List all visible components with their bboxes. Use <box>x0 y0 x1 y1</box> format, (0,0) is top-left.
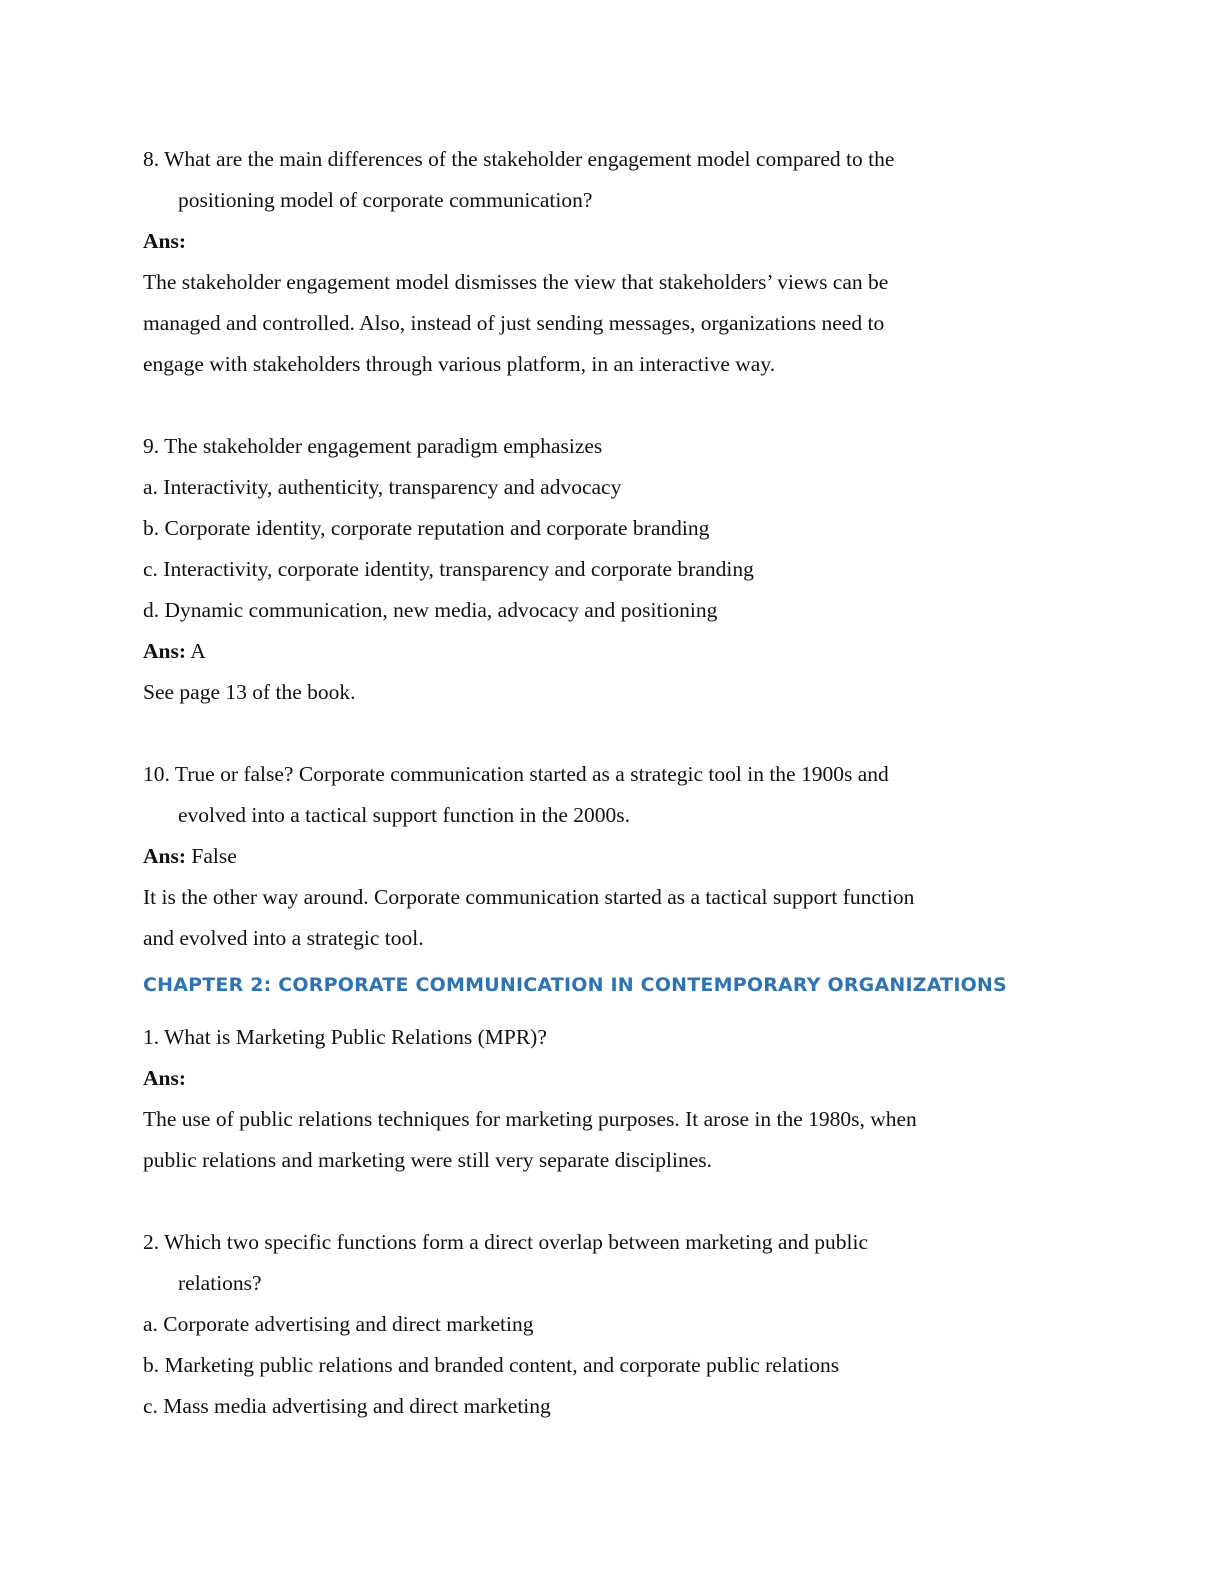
q9-note: See page 13 of the book. <box>143 680 356 704</box>
q8-question-line-1: 8. What are the main differences of the stakeholder engagement model compared to the <box>143 147 895 171</box>
q8-answer-line-3: engage with stakeholders through various platform, in an interactive way. <box>143 352 776 376</box>
ch2-q1-ans-label: Ans: <box>143 1066 187 1090</box>
ch2-q1-answer-line-1: The use of public relations techniques for marketing purposes. It arose in the 1980s, when <box>143 1107 917 1131</box>
q10-ans-label: Ans: <box>143 844 187 868</box>
q9-option-c: c. Interactivity, corporate identity, transparency and corporate branding <box>143 557 754 581</box>
q9-option-d: d. Dynamic communication, new media, advocacy and positioning <box>143 598 718 622</box>
spacer <box>143 385 1023 426</box>
q10-answer <box>143 836 1023 877</box>
ch2-q2-question-line-2: relations? <box>178 1271 262 1295</box>
q9-option-b: b. Corporate identity, corporate reputation and corporate branding <box>143 516 710 540</box>
q10-question-line-2: evolved into a tactical support function in the 2000s. <box>178 803 630 827</box>
q9-ans-label: Ans: <box>143 639 187 663</box>
ch2-q2-option-a: a. Corporate advertising and direct marketing <box>143 1312 534 1336</box>
ch2-q1-answer-line-2: public relations and marketing were still very separate disciplines. <box>143 1148 712 1172</box>
q9-ans-value: A <box>186 639 206 663</box>
document-page <box>143 139 1023 1427</box>
ch2-q2-option-b: b. Marketing public relations and branded content, and corporate public relations <box>143 1353 840 1377</box>
q9-question: 9. The stakeholder engagement paradigm emphasizes <box>143 434 603 458</box>
q10-ans-value: False <box>186 844 237 868</box>
q8-answer-line-2: managed and controlled. Also, instead of just sending messages, organizations need to <box>143 311 885 335</box>
q9-answer <box>143 631 1023 672</box>
q10-answer-line-1: It is the other way around. Corporate communication started as a tactical support function <box>143 885 915 909</box>
q8-answer-line-1: The stakeholder engagement model dismisses the view that stakeholders’ views can be <box>143 270 889 294</box>
spacer <box>143 713 1023 754</box>
ch2-q2-question-line-1: 2. Which two specific functions form a direct overlap between marketing and public <box>143 1230 868 1254</box>
q8-question-line-2: positioning model of corporate communication? <box>178 188 593 212</box>
ch2-q1-question: 1. What is Marketing Public Relations (MPR)? <box>143 1025 547 1049</box>
q8-ans-label: Ans: <box>143 229 187 253</box>
spacer <box>143 1181 1023 1222</box>
q9-option-a: a. Interactivity, authenticity, transparency and advocacy <box>143 475 622 499</box>
q10-answer-line-2: and evolved into a strategic tool. <box>143 926 424 950</box>
chapter-2-heading: CHAPTER 2: CORPORATE COMMUNICATION IN CONTEMPORARY ORGANIZATIONS <box>143 974 1007 996</box>
q10-question-line-1: 10. True or false? Corporate communication started as a strategic tool in the 1900s and <box>143 762 889 786</box>
ch2-q2-option-c: c. Mass media advertising and direct marketing <box>143 1394 551 1418</box>
